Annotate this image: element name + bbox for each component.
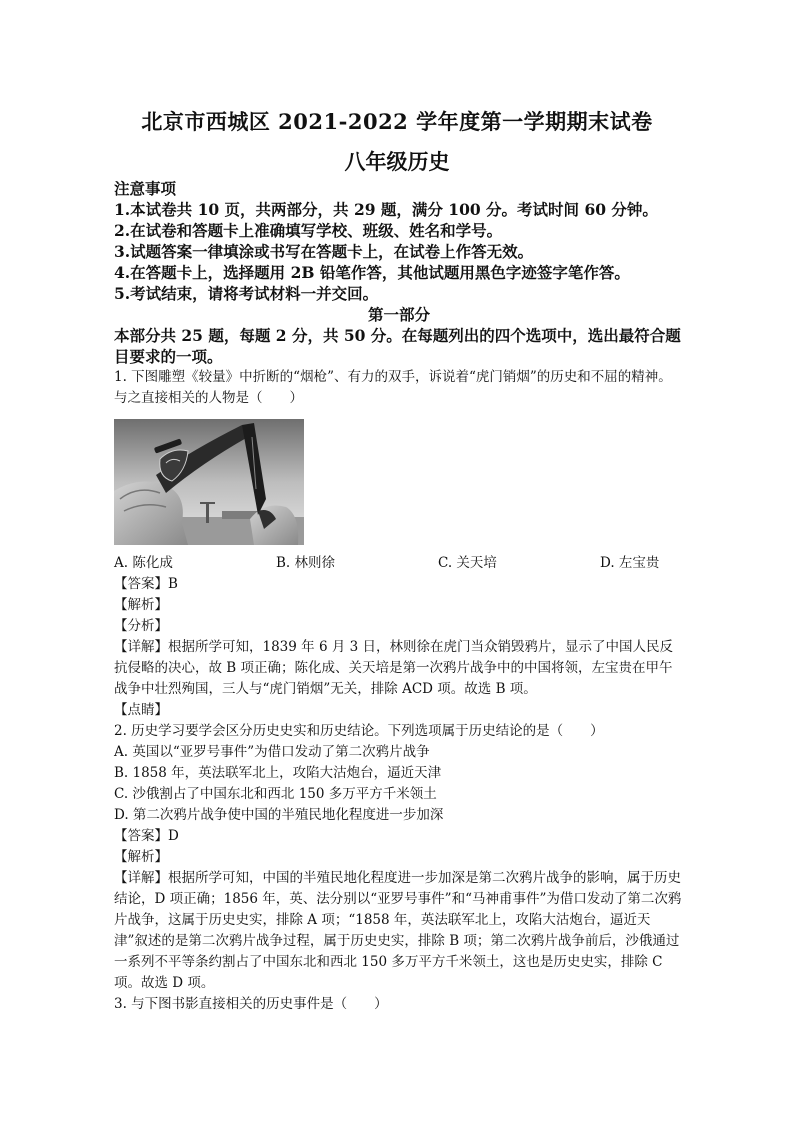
q2-option-b: B. 1858 年，英法联军北上，攻陷大沽炮台，逼近天津	[114, 765, 442, 781]
sculpture-photo	[114, 419, 304, 545]
q2-detail: 【详解】根据所学可知，中国的半殖民地化程度进一步加深是第二次鸦片战争的影响，属于历史结论，D 项正确；1856 年，英、法分别以“亚罗号事件”和“马神甫事件”为借口发动了第二次鸦片战争，这属于历史史实，排除 A 项；“1858 年，英法联军北上，攻陷大沽炮台，逼近天津”叙述的是第二次鸦片战争过程，属于历史史实，排除 B 项；第二次鸦片战争前后，沙俄通过一系列不平等条约割占了中国东北和西北 150 多万平方千米领土，这也是历史史实，排除 C 项。故选 D 项。	[114, 870, 682, 991]
exam-body	[114, 178, 684, 1015]
q1-dianjing-label: 【点睛】	[114, 702, 168, 718]
exam-title: 北京市西城区 2021-2022 学年度第一学期期末试卷	[141, 109, 653, 134]
q1-stem: 1. 下图雕塑《较量》中折断的“烟枪”、有力的双手，诉说着“虎门销烟”的历史和不屈的精神。与之直接相关的人物是（ ）	[114, 369, 672, 406]
q1-analysis-label: 【解析】	[114, 597, 168, 613]
note-item: 2.在试卷和答题卡上准确填写学校、班级、姓名和学号。	[114, 221, 503, 240]
q2-option-c: C. 沙俄割占了中国东北和西北 150 多万平方千米领土	[114, 786, 437, 802]
q2-option-d: D. 第二次鸦片战争使中国的半殖民地化程度进一步加深	[114, 807, 444, 823]
note-item: 1.本试卷共 10 页，共两部分，共 29 题，满分 100 分。考试时间 60 分钟。	[114, 200, 658, 219]
note-item: 4.在答题卡上，选择题用 2B 铅笔作答，其他试题用黑色字迹签字笔作答。	[114, 263, 630, 282]
q1-option-d: D. 左宝贵	[600, 555, 660, 571]
q1-detail: 【详解】根据所学可知，1839 年 6 月 3 日，林则徐在虎门当众销毁鸦片，显示了中国人民反抗侵略的决心，故 B 项正确；陈化成、关天培是第一次鸦片战争中的中国将领，左宝贵在甲午战争中壮烈殉国，三人与“虎门销烟”无关，排除 ACD 项。故选 B 项。	[114, 639, 673, 697]
q3-stem: 3. 与下图书影直接相关的历史事件是（ ）	[114, 996, 388, 1012]
q1-options	[114, 553, 684, 574]
part1-heading: 第一部分	[367, 305, 430, 324]
q1-option-a: A. 陈化成	[114, 555, 173, 571]
answer-value: D	[168, 828, 179, 844]
q2-option-a: A. 英国以“亚罗号事件”为借口发动了第二次鸦片战争	[114, 744, 430, 760]
q1-option-b: B. 林则徐	[276, 555, 336, 571]
note-item: 5.考试结束，请将考试材料一并交回。	[114, 284, 379, 303]
part1-intro: 本部分共 25 题，每题 2 分，共 50 分。在每题列出的四个选项中，选出最符合题目要求的一项。	[114, 326, 681, 366]
q1-answer	[114, 574, 684, 595]
q1-option-c: C. 关天培	[438, 555, 497, 571]
q2-analysis-label: 【解析】	[114, 849, 168, 865]
exam-subtitle: 八年级历史	[344, 149, 450, 174]
answer-label: 【答案】	[114, 576, 168, 592]
answer-label: 【答案】	[114, 828, 168, 844]
q2-answer	[114, 826, 684, 847]
q1-fenxi-label: 【分析】	[114, 618, 168, 634]
notes-heading: 注意事项	[114, 179, 177, 198]
answer-value: B	[168, 576, 178, 592]
q2-stem: 2. 历史学习要学会区分历史史实和历史结论。下列选项属于历史结论的是（ ）	[114, 723, 604, 739]
note-item: 3.试题答案一律填涂或书写在答题卡上，在试卷上作答无效。	[114, 242, 534, 261]
